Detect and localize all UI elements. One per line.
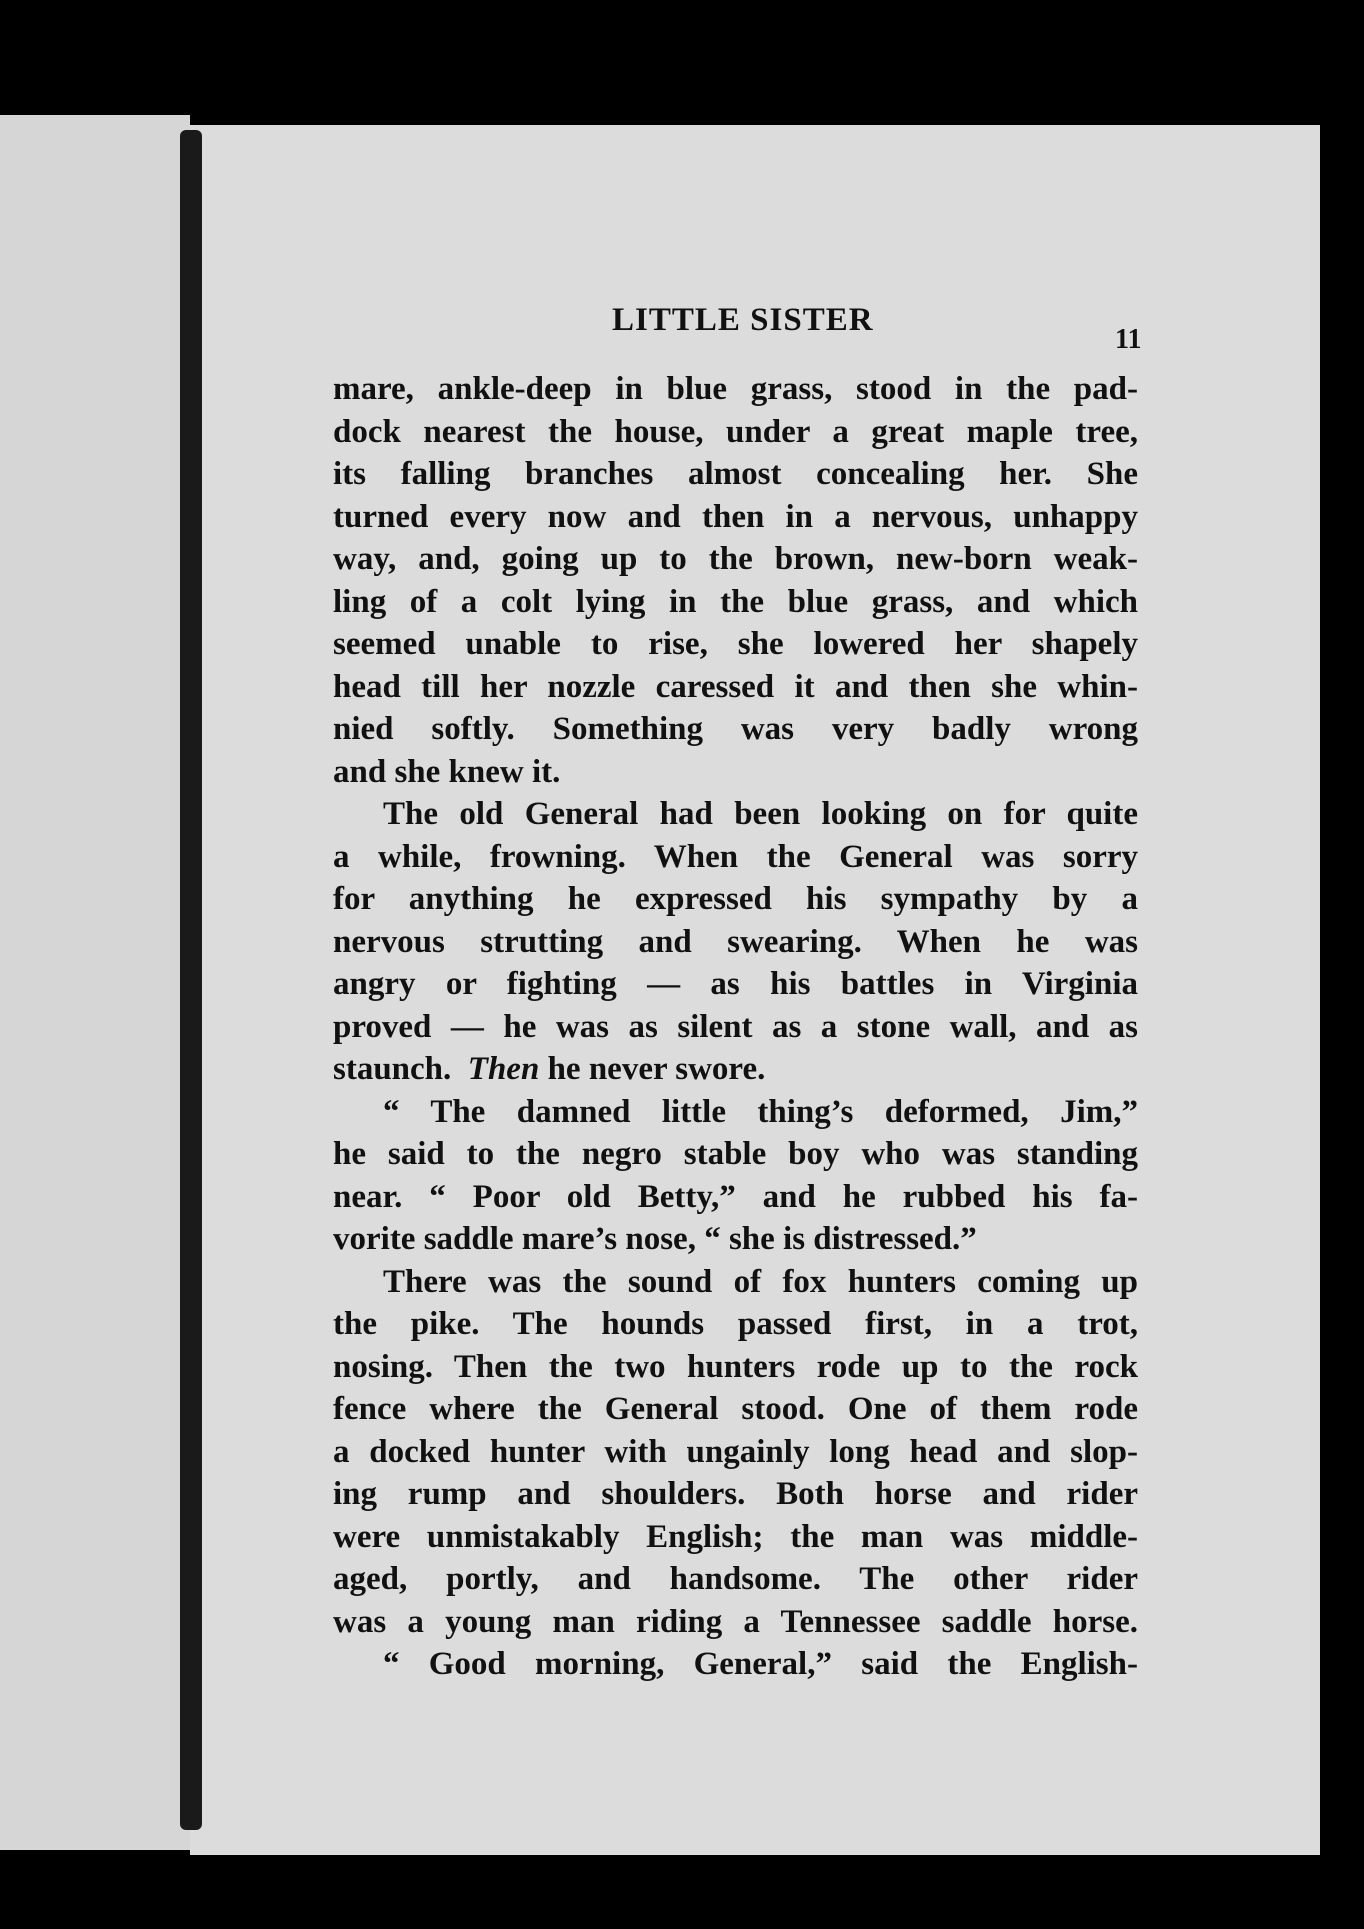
text-line: seemed unable to rise, she lowered her shapely <box>333 626 1138 662</box>
body-text <box>333 368 1138 1686</box>
text-line-mixed <box>333 1048 1138 1091</box>
text-line: ling of a colt lying in the blue grass, and which <box>333 583 1138 620</box>
text-line: and she knew it. <box>333 753 561 790</box>
text-line: There was the sound of fox hunters coming up <box>383 1263 1138 1300</box>
text-line: ing rump and shoulders. Both horse and rider <box>333 1476 1138 1512</box>
facing-page <box>0 115 190 1850</box>
text-line: fence where the General stood. One of them rode <box>333 1391 1138 1427</box>
text-line: angry or fighting — as his battles in Virginia <box>333 966 1138 1002</box>
text-line: way, and, going up to the brown, new-born weak- <box>333 541 1138 577</box>
text-line: turned every now and then in a nervous, unhappy <box>333 498 1138 535</box>
text-line: near. “ Poor old Betty,” and he rubbed his fa- <box>333 1178 1138 1215</box>
text-line: its falling branches almost concealing her. She <box>333 456 1138 492</box>
page-number: 11 <box>1115 324 1142 355</box>
text-line: The old General had been looking on for quite <box>383 796 1138 832</box>
text-line: “ Good morning, General,” said the English- <box>383 1646 1138 1682</box>
text-line: “ The damned little thing’s deformed, Jim,” <box>383 1093 1138 1130</box>
italic-word: Then <box>467 1051 540 1087</box>
text-line: aged, portly, and handsome. The other rider <box>333 1561 1138 1597</box>
text-line: for anything he expressed his sympathy by a <box>333 881 1138 917</box>
text-line: dock nearest the house, under a great maple tree, <box>333 413 1138 450</box>
book-gutter <box>180 130 202 1830</box>
text-line: was a young man riding a Tennessee saddle horse. <box>333 1603 1138 1640</box>
text-line: mare, ankle-deep in blue grass, stood in the pad- <box>333 371 1138 407</box>
text-line: head till her nozzle caressed it and then she whin- <box>333 668 1138 705</box>
text-line: a docked hunter with ungainly long head and slop- <box>333 1433 1138 1470</box>
text-line: proved — he was as silent as a stone wall, and as <box>333 1008 1138 1045</box>
text-line: nied softly. Something was very badly wrong <box>333 711 1138 747</box>
text-line: he said to the negro stable boy who was standing <box>333 1136 1138 1172</box>
text-line: a while, frowning. When the General was sorry <box>333 838 1138 875</box>
text-segment: staunch. <box>333 1051 452 1087</box>
running-head: LITTLE SISTER <box>612 302 874 338</box>
text-line: nosing. Then the two hunters rode up to the rock <box>333 1348 1138 1385</box>
text-line: vorite saddle mare’s nose, “ she is distressed.” <box>333 1221 977 1257</box>
text-segment: he never swore. <box>547 1051 766 1087</box>
text-line: nervous strutting and swearing. When he was <box>333 923 1138 960</box>
text-line: the pike. The hounds passed first, in a trot, <box>333 1306 1138 1342</box>
text-line: were unmistakably English; the man was middle- <box>333 1518 1138 1555</box>
